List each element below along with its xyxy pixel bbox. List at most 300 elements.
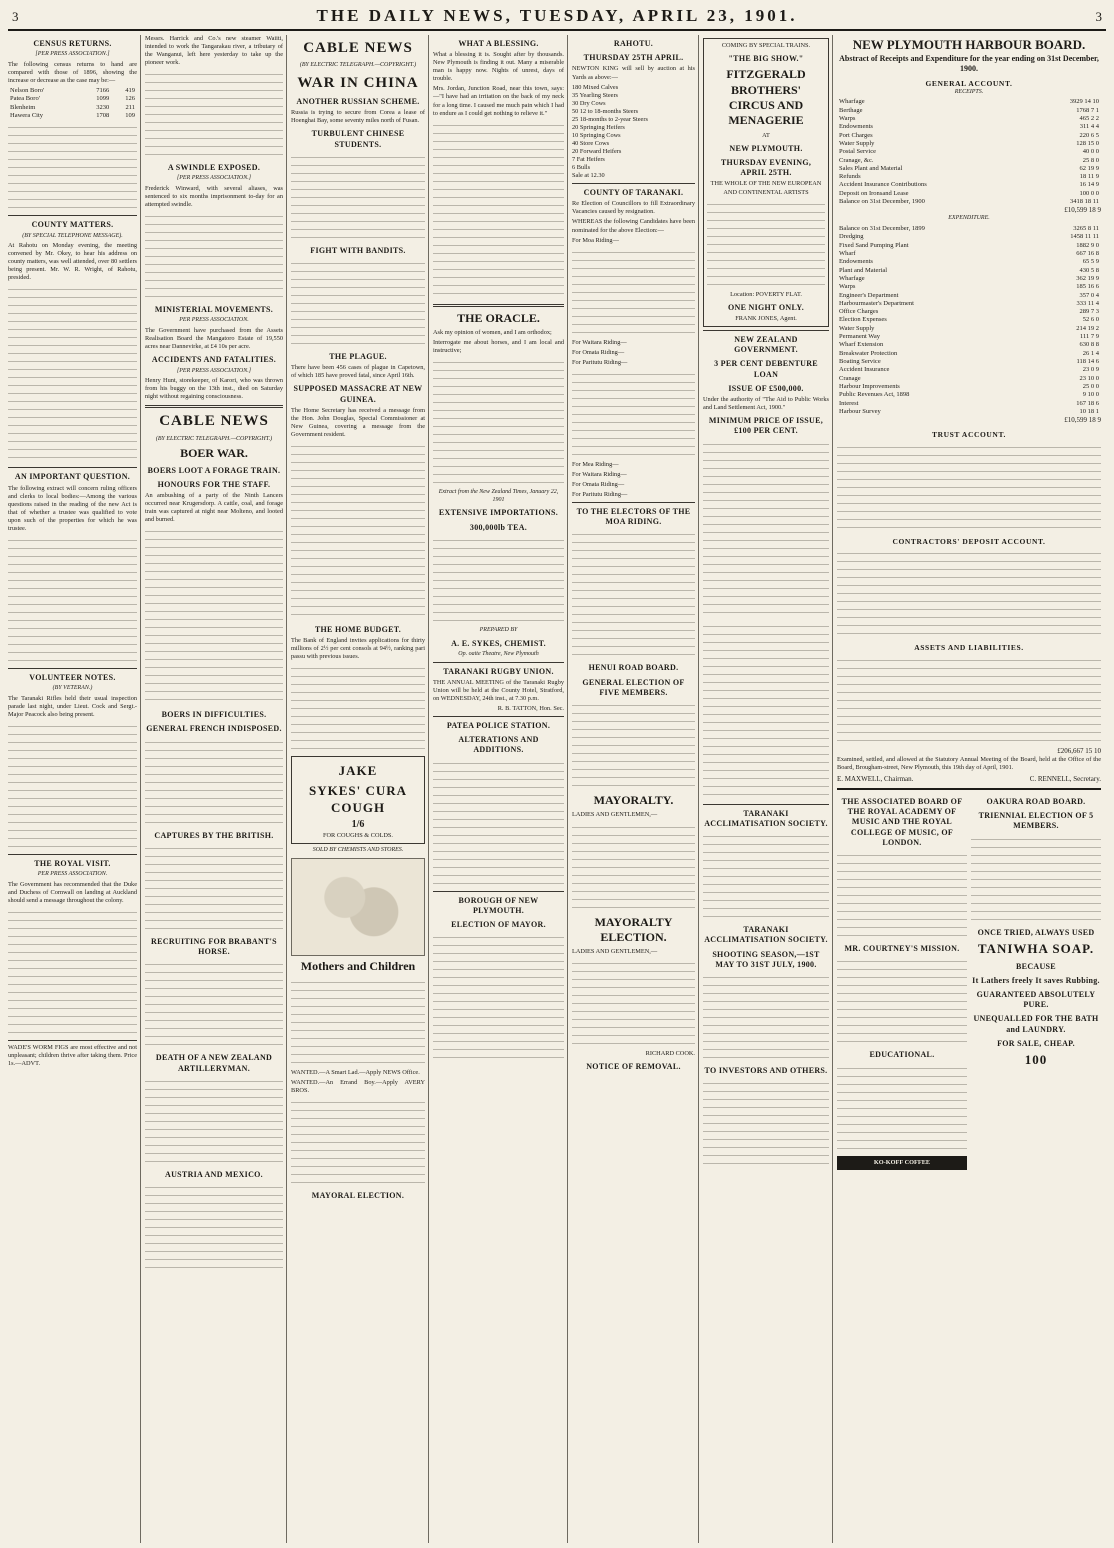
massacre-text: The Home Secretary has received a message from the Hon. John Douglas, Special Commissioner at New Guinea, covering a message from the Government resident. xyxy=(291,406,425,439)
jake-label: JAKE xyxy=(338,763,378,779)
lower-left xyxy=(837,793,967,1173)
riding-item: For Waitara Riding— xyxy=(572,338,627,346)
column-2 xyxy=(145,35,287,1543)
budget-head: THE HOME BUDGET. xyxy=(314,625,402,635)
table-cell-value: 289 7 3 xyxy=(1079,308,1099,316)
oracle-head: THE ORACLE. xyxy=(457,310,540,325)
table-cell-item: Refunds xyxy=(839,173,861,181)
extract-head: Extract from the New Zealand Times, January 22, 1901 xyxy=(438,489,559,503)
column-7 xyxy=(837,35,1104,1543)
table-cell-value: 430 5 8 xyxy=(1079,266,1099,274)
table-cell-item: Permanent Way xyxy=(839,333,881,341)
list-item: 180 Mixed Calves xyxy=(572,83,619,91)
table-row xyxy=(837,173,1101,181)
election-head: ELECTION OF MAYOR. xyxy=(451,920,546,930)
war-sub: ANOTHER RUSSIAN SCHEME. xyxy=(296,97,420,107)
coming: COMING BY SPECIAL TRAINS. xyxy=(721,42,811,49)
table-row xyxy=(837,375,1101,383)
bandits-head: FIGHT WITH BANDITS. xyxy=(310,245,406,255)
oracle-q1: Ask my opinion of women, and I am orthodox; xyxy=(433,328,552,336)
table-row xyxy=(837,190,1101,198)
sykes-advert xyxy=(291,756,425,844)
article-body xyxy=(433,357,564,487)
table-row xyxy=(837,98,1101,106)
royal-intro: The Government has recommended that the Duke and Duchess of Cornwall on landing at Auckland should send a message throughout the colony. xyxy=(8,880,137,904)
table-row xyxy=(837,333,1101,341)
boer-sub1: BOERS LOOT A FORAGE TRAIN. xyxy=(147,465,281,475)
table-cell-value: 362 19 9 xyxy=(1076,274,1099,282)
newton-text: NEWTON KING will sell by auction at his Yards as above:— xyxy=(572,65,695,81)
article-body xyxy=(703,972,829,1062)
budget-text: The Bank of England invites applications for thirty millions of 2½ per cent consols at 94½, ranking pari passu with previous issues. xyxy=(291,637,425,661)
riding-item: For Omata Riding— xyxy=(572,348,625,356)
austria-head: AUSTRIA AND MEXICO. xyxy=(165,1169,263,1179)
table-cell-item: Plant and Material xyxy=(839,266,888,274)
boers-difficulties: BOERS IN DIFFICULTIES. xyxy=(161,710,267,720)
list-item: 35 Yearling Steers xyxy=(572,91,618,99)
table-cell-item: Warps xyxy=(839,283,856,291)
table-cell-value: 667 16 8 xyxy=(1076,249,1099,257)
table-row xyxy=(837,316,1101,324)
article-body xyxy=(572,369,695,459)
oracle-q2: Interrogate me about horses, and I am local and instructive; xyxy=(433,339,564,355)
county-taranaki-head: COUNTY OF TARANAKI. xyxy=(583,188,684,198)
riding-item: For Paritutu Riding— xyxy=(572,358,628,366)
list-item: 50 12 to 18-months Steers xyxy=(572,107,639,115)
educational-head: EDUCATIONAL. xyxy=(869,1050,935,1060)
table-cell-item: Postal Service xyxy=(839,148,877,156)
table-cell-value: 311 4 4 xyxy=(1079,123,1099,131)
article-body xyxy=(145,69,283,159)
table-row xyxy=(837,292,1101,300)
article-body xyxy=(703,439,829,619)
table-row xyxy=(837,350,1101,358)
list-item: 20 Springing Heifers xyxy=(572,123,625,131)
article-body xyxy=(145,211,283,301)
table-row xyxy=(837,181,1101,189)
table-row xyxy=(837,132,1101,140)
harbour-title: NEW PLYMOUTH HARBOUR BOARD. xyxy=(852,37,1086,52)
table-row xyxy=(837,400,1101,408)
article-body xyxy=(8,907,137,1037)
ladies-2: LADIES AND GENTLEMEN,— xyxy=(572,948,658,956)
article-body xyxy=(433,758,564,888)
boer-sub2: HONOURS FOR THE STAFF. xyxy=(157,479,271,489)
article-body xyxy=(971,834,1101,924)
rugby-signature: R. B. TATTON, Hon. Sec. xyxy=(497,704,564,712)
census-intro: The following census returns to hand are compared with those of 1896, showing the increase or decrease as the case may be:— xyxy=(8,60,137,84)
column-5 xyxy=(572,35,699,1543)
swindle-source: [PER PRESS ASSOCIATION.] xyxy=(176,175,252,182)
table-cell-item: Office Charges xyxy=(839,308,879,316)
table-row xyxy=(837,250,1101,258)
wades-ad: WADE'S WORM FIGS are most effective and not unpleasant; children thrive after taking them. Price 1s.—ADVT. xyxy=(8,1044,137,1068)
big-show: "THE BIG SHOW." xyxy=(728,54,804,64)
table-cell-value: 25 0 0 xyxy=(1082,382,1099,390)
article-body xyxy=(837,442,1101,532)
table-row xyxy=(837,300,1101,308)
sale-time: Sale at 12.30 xyxy=(572,172,605,180)
kokoff-coffee: KO-KOFF COFFEE xyxy=(837,1156,967,1170)
lower-ads xyxy=(837,788,1101,1173)
table-row xyxy=(837,358,1101,366)
because: BECAUSE xyxy=(1016,961,1056,971)
table-cell-item: Water Supply xyxy=(839,139,875,147)
table-cell-value: 214 19 2 xyxy=(1076,324,1099,332)
prepared: PREPARED BY xyxy=(479,626,518,633)
article-body xyxy=(433,535,564,625)
table-row xyxy=(837,366,1101,374)
royal-head: THE ROYAL VISIT. xyxy=(34,859,111,868)
table-row: Nelson Boro' 7166 419 xyxy=(10,87,135,95)
circus-advert xyxy=(703,38,829,327)
table-row xyxy=(837,283,1101,291)
table-cell-value: 25 8 0 xyxy=(1082,156,1099,164)
table-row xyxy=(837,391,1101,399)
blessing-text-2: Mrs. Jordan, Junction Road, near this town, says:—"I have had an irritation on the back of my neck for a long time. I caused me much pain which I had to endure as I could get nothing to relieve it." xyxy=(433,85,564,117)
shooting: SHOOTING SEASON,—1ST MAY TO 31ST JULY, 1900. xyxy=(712,949,820,969)
article-body xyxy=(837,655,1101,745)
article-body xyxy=(433,120,564,300)
table-cell-value: 128 15 0 xyxy=(1076,139,1099,147)
article-body xyxy=(8,535,137,665)
whole: THE WHOLE OF THE NEW EUROPEAN AND CONTINENTAL ARTISTS xyxy=(710,180,822,196)
cable-source-2: (BY ELECTRIC TELEGRAPH.—COPYRIGHT.) xyxy=(299,62,417,69)
article-body xyxy=(8,721,137,851)
table-cell-value: 1768 7 1 xyxy=(1076,106,1099,114)
table-cell-item: Deposit on Ironsand Lease xyxy=(839,189,909,197)
article-body xyxy=(837,850,967,940)
column-3 xyxy=(291,35,429,1543)
unequalled: UNEQUALLED FOR THE BATH and LAUNDRY. xyxy=(973,1014,1099,1034)
richard-cook: RICHARD COOK. xyxy=(645,1050,695,1058)
patea-head: PATEA POLICE STATION. xyxy=(446,720,551,730)
plague-text: There have been 456 cases of plague in Capetown, of which 185 have proved fatal, since April 16th. xyxy=(291,364,425,380)
extensive-head: EXTENSIVE IMPORTATIONS. xyxy=(438,508,559,518)
table-cell-value: 18 11 9 xyxy=(1079,173,1099,181)
list-item: 6 Bulls xyxy=(572,164,591,172)
borough-head: BOROUGH OF NEW PLYMOUTH. xyxy=(458,895,539,915)
article-body xyxy=(703,831,829,921)
thursday-head: THURSDAY 25TH APRIL. xyxy=(583,53,684,63)
table-row xyxy=(837,267,1101,275)
column-1 xyxy=(8,35,141,1543)
table-cell-value: 40 0 0 xyxy=(1082,148,1099,156)
general-french: GENERAL FRENCH INDISPOSED. xyxy=(146,724,282,734)
debenture-head: 3 PER CENT DEBENTURE LOAN xyxy=(714,359,818,379)
table-row xyxy=(837,165,1101,173)
assets-total: £206,667 15 10 xyxy=(1057,746,1101,755)
table-cell-item: Election Expenses xyxy=(839,316,887,324)
riding-item: For Paritutu Riding— xyxy=(572,490,628,498)
sykes-brand: SYKES' CURA COUGH xyxy=(308,783,408,815)
fitzgerald: FITZGERALD BROTHERS' CIRCUS AND MENAGERIE xyxy=(726,67,806,128)
issue-head: ISSUE OF £500,000. xyxy=(728,383,804,393)
war-text: Russia is trying to secure from Corea a lease of Hoenghai Bay, some seventy miles north of Fusan. xyxy=(291,109,425,125)
wanted-ad-1: WANTED.—A Smart Lad.—Apply NEWS Office. xyxy=(291,1069,420,1077)
courtney-head: MR. COURTNEY'S MISSION. xyxy=(844,944,960,954)
table-cell-value: 3929 14 10 xyxy=(1069,98,1099,106)
table-cell-value: 185 16 6 xyxy=(1076,283,1099,291)
table-cell-value: 630 8 8 xyxy=(1079,341,1099,349)
swindle-text: Frederick Winward, with several aliases, was sentenced to six months imprisonment to-day for an attempted swindle. xyxy=(145,185,283,209)
mayoral-head: MAYORAL ELECTION. xyxy=(311,1191,405,1201)
oakura-head: OAKURA ROAD BOARD. xyxy=(986,796,1086,806)
riding-item: For Moa Riding— xyxy=(572,236,619,244)
article-body xyxy=(145,526,283,706)
article-body xyxy=(8,122,137,212)
table-cell-item: Cranage, &c. xyxy=(839,156,874,164)
acclim-head: TARANAKI ACCLIMATISATION SOCIETY. xyxy=(704,808,828,828)
table-row: Patea Boro' 1099 126 xyxy=(10,95,135,103)
table-row xyxy=(837,242,1101,250)
lathers: It Lathers freely It saves Rubbing. xyxy=(972,975,1100,985)
ministerial-text: The Government have purchased from the Assets Realisation Board the Mangatoro Estate of 19,550 acres near Dannevirke, at £4 10s per acre. xyxy=(145,327,283,351)
table-cell-item: Wharfage xyxy=(839,98,865,106)
henui-head: HENUI ROAD BOARD. xyxy=(588,663,679,673)
table-cell-value: 3418 18 11 xyxy=(1069,198,1099,206)
tea-amount: 300,000lb TEA. xyxy=(469,522,528,532)
columns xyxy=(8,35,1106,1543)
stock-list xyxy=(572,84,695,173)
article-body xyxy=(703,1078,829,1168)
county-intro: At Rahotu on Monday evening, the meeting convened by Mr. Okey, to hear his address on county matters, was well attended, over 80 settlers being present. Mr. W. R. Wright, of Rahotu, presided. xyxy=(8,242,137,282)
table-cell-value: 1882 9 0 xyxy=(1076,241,1099,249)
boer-war-head: BOER WAR. xyxy=(180,446,248,461)
table-cell-item: Balance on 31st December, 1900 xyxy=(839,198,925,206)
table-row xyxy=(837,308,1101,316)
page-number: 3 xyxy=(12,9,19,24)
table-cell-item: Harbour Improvements xyxy=(839,382,900,390)
column-6 xyxy=(703,35,833,1543)
table-cell-value: 52 6 0 xyxy=(1082,316,1099,324)
article-body xyxy=(572,822,695,912)
table-cell-item: Sales Plant and Material xyxy=(839,164,903,172)
article-body xyxy=(703,621,829,801)
column-4 xyxy=(433,35,568,1543)
volunteer-head: VOLUNTEER NOTES. xyxy=(29,672,116,682)
at: AT xyxy=(762,131,770,139)
table-cell-value: 23 0 9 xyxy=(1082,366,1099,374)
table-row: Blenheim 3230 211 xyxy=(10,103,135,111)
examined-text: Examined, settled, and allowed at the Statutory Annual Meeting of the Board, held at the Office of the Board, Brougham-street, New Plymouth, this 19th day of April, 1901. xyxy=(837,755,1101,771)
acclim-head-2: TARANAKI ACCLIMATISATION SOCIETY. xyxy=(704,925,828,945)
article-body xyxy=(572,958,695,1048)
table-cell-value: 10 18 1 xyxy=(1079,407,1099,415)
ministerial-head: MINISTERIAL MOVEMENTS. xyxy=(154,305,274,315)
table-cell-item: Water Supply xyxy=(839,324,875,332)
night: ONE NIGHT ONLY. xyxy=(727,302,804,312)
minimum: MINIMUM PRICE OF ISSUE, £100 PER CENT. xyxy=(708,416,824,436)
oakura-sub: TRIENNIAL ELECTION OF 5 MEMBERS. xyxy=(978,811,1094,831)
census-source: [PER PRESS ASSOCIATION.] xyxy=(35,51,110,58)
taniwha-soap: TANIWHA SOAP. xyxy=(977,940,1095,956)
table-cell-value: 100 0 0 xyxy=(1079,189,1099,197)
rennell: C. RENNELL, Secretary. xyxy=(1029,775,1101,784)
accidents-source: [PER PRESS ASSOCIATION.] xyxy=(176,367,252,374)
guaranteed: GUARANTEED ABSOLUTELY PURE. xyxy=(976,990,1096,1010)
article-body xyxy=(707,199,825,289)
table-cell-item: Balance on 31st December, 1899 xyxy=(839,225,925,233)
table-row xyxy=(837,233,1101,241)
article-body xyxy=(291,441,425,621)
cable-news-head: CABLE NEWS xyxy=(159,413,269,430)
table-row xyxy=(837,198,1101,206)
table-cell-item: Harbour Survey xyxy=(839,407,881,415)
plague-head: THE PLAGUE. xyxy=(329,352,387,362)
lower-right xyxy=(971,793,1101,1173)
maxwell: E. MAXWELL, Chairman. xyxy=(837,775,914,784)
table-row xyxy=(837,383,1101,391)
tried: ONCE TRIED, ALWAYS USED xyxy=(977,927,1095,937)
table-cell-item: Warps xyxy=(839,114,856,122)
volunteer-intro: The Taranaki Rifles held their usual inspection parade last night, under Lieut. Cock and Sergt.-Major Peacock also being present. xyxy=(8,694,137,718)
general-account: GENERAL ACCOUNT. xyxy=(925,79,1013,89)
blessing-text: What a blessing it is. Sought after by thousands. New Plymouth is finding it out. Many a miserable man is happy now. Nights of unrest, days of trouble. xyxy=(433,51,564,83)
article-body xyxy=(145,959,283,1049)
county-head: COUNTY MATTERS. xyxy=(31,220,114,230)
table-cell-item: Accident Insurance Contributions xyxy=(839,181,927,189)
article-body xyxy=(837,1063,967,1153)
article-body xyxy=(291,152,425,242)
whereas-text: WHEREAS the following Candidates have been nominated for the above Election:— xyxy=(572,218,695,234)
table-row xyxy=(837,123,1101,131)
volunteer-source: (BY VETERAN.) xyxy=(52,685,93,692)
masthead xyxy=(8,6,1106,31)
riding-item: For Omata Riding— xyxy=(572,480,625,488)
sold-text: SOLD BY CHEMISTS AND STORES. xyxy=(312,847,404,854)
list-item: 7 Fat Heifers xyxy=(572,155,605,163)
receipts-table xyxy=(837,98,1101,206)
page-number-right: 3 xyxy=(1095,9,1102,24)
table-row xyxy=(837,325,1101,333)
electors-head: TO THE ELECTORS OF THE MOA RIDING. xyxy=(576,506,691,527)
article-body xyxy=(145,1182,283,1272)
mayoralty-head: MAYORALTY. xyxy=(593,793,674,808)
table-cell-value: 118 14 6 xyxy=(1076,358,1099,366)
location: Location: POVERTY FLAT. xyxy=(730,290,802,298)
death-head: DEATH OF A NEW ZEALAND ARTILLERYMAN. xyxy=(155,1053,273,1073)
expenditure-table xyxy=(837,225,1101,416)
nzg-head: NEW ZEALAND GOVERNMENT. xyxy=(734,334,798,355)
list-item: 30 Dry Cows xyxy=(572,99,606,107)
table-row xyxy=(837,157,1101,165)
table-row xyxy=(837,107,1101,115)
trust-account: TRUST ACCOUNT. xyxy=(932,430,1006,440)
census-head: CENSUS RETURNS. xyxy=(33,39,112,48)
table-cell-value: 167 18 6 xyxy=(1076,399,1099,407)
expenditure-total: £10,599 18 9 xyxy=(1064,416,1101,425)
table-cell-value: 220 6 5 xyxy=(1079,131,1099,139)
table-cell-item: Public Revenues Act, 1898 xyxy=(839,391,910,399)
for-sale: FOR SALE, CHEAP. xyxy=(997,1038,1075,1048)
riding-item: For Mea Riding— xyxy=(572,460,619,468)
table-cell-item: Wharf xyxy=(839,249,856,257)
alterations-head: ALTERATIONS AND ADDITIONS. xyxy=(458,735,539,755)
table-row xyxy=(837,115,1101,123)
hundred: 100 xyxy=(1024,1052,1048,1068)
article-body xyxy=(572,529,695,659)
table-cell-value: 9 10 0 xyxy=(1082,391,1099,399)
list-item: 40 Store Cows xyxy=(572,139,610,147)
table-cell-item: Accident Insurance xyxy=(839,366,890,374)
thursday-evening: THURSDAY EVENING, APRIL 25TH. xyxy=(720,158,812,178)
boer-text: An ambushing of a party of the Ninth Lancers occurred near Krugersdorp. A cattle, coal, and forage train was captured at night near Molteno, and looted and burned. xyxy=(145,492,283,524)
cable-source: (BY ELECTRIC TELEGRAPH.—COPYRIGHT.) xyxy=(155,435,273,442)
contractors-account: CONTRACTORS' DEPOSIT ACCOUNT. xyxy=(892,536,1046,546)
accidents-text: Henry Hunt, storekeeper, of Karori, who was thrown from his buggy on the 13th inst., died on Saturday night without regaining consciousness. xyxy=(145,377,283,401)
table-cell-item: Berthage xyxy=(839,106,863,114)
ministerial-source: PER PRESS ASSOCIATION. xyxy=(179,317,249,324)
swindle-head: A SWINDLE EXPOSED. xyxy=(167,163,261,173)
np: NEW PLYMOUTH. xyxy=(729,143,803,153)
royal-source: PER PRESS ASSOCIATION. xyxy=(37,871,108,878)
table-cell-item: Wharfage xyxy=(839,274,865,282)
county-sub: Re Election of Councillors to fill Extraordinary Vacancies caused by resignation. xyxy=(572,200,695,216)
table-cell-value: 111 7 9 xyxy=(1079,333,1099,341)
table-row xyxy=(837,275,1101,283)
table-row xyxy=(837,258,1101,266)
receipts-label: RECEIPTS. xyxy=(954,88,984,95)
table-row xyxy=(837,225,1101,233)
table-cell-value: 23 10 0 xyxy=(1079,374,1099,382)
table-cell-item: Cranage xyxy=(839,374,861,382)
students-head: TURBULENT CHINESE STUDENTS. xyxy=(311,129,405,149)
table-cell-item: Engineer's Department xyxy=(839,291,899,299)
article-body xyxy=(291,258,425,348)
accidents-head: ACCIDENTS AND FATALITIES. xyxy=(151,355,277,365)
war-in-china-head: WAR IN CHINA xyxy=(297,74,419,91)
article-body xyxy=(291,977,425,1067)
expenditure-label: EXPENDITURE. xyxy=(948,215,990,222)
syke-name: A. E. SYKES, CHEMIST. xyxy=(451,638,546,648)
table-cell-item: Fixed Sand Pumping Plant xyxy=(839,241,909,249)
table-cell-item: Endowments xyxy=(839,258,873,266)
article-body xyxy=(145,1076,283,1166)
table-cell-value: 26 1 4 xyxy=(1082,349,1099,357)
list-item: 25 18-months to 2-year Steers xyxy=(572,115,648,123)
article-body xyxy=(291,1097,425,1187)
under-text: Under the authority of "The Aid to Public Works and Land Settlement Act, 1900." xyxy=(703,396,829,412)
table-cell-item: Endowments xyxy=(839,123,873,131)
article-body xyxy=(572,247,695,337)
massacre-head: SUPPOSED MASSACRE AT NEW GUINEA. xyxy=(293,384,423,404)
notice-head: NOTICE OF REMOVAL. xyxy=(586,1062,681,1072)
receipts-total: £10,599 18 9 xyxy=(1064,206,1101,215)
wanted-ad-2: WANTED.—An Errand Boy.—Apply AVERY BROS. xyxy=(291,1079,425,1095)
table-row xyxy=(837,341,1101,349)
wanganui-text: Messrs. Harrick and Co.'s new steamer Waiiti, intended to work the Tangarakau river, a tributary of the Wanganui, left here yesterday to take up the pioneer work. xyxy=(145,35,283,67)
article-body xyxy=(837,956,967,1046)
article-body xyxy=(433,932,564,1062)
article-body xyxy=(145,737,283,827)
table-cell-item: Harbourmaster's Department xyxy=(839,299,914,307)
captures-head: CAPTURES BY THE BRITISH. xyxy=(154,830,274,840)
table-row: Hawera City 1708 109 xyxy=(10,111,135,119)
mayoralty-election-head: MAYORALTY ELECTION. xyxy=(594,914,673,944)
question-intro: The following extract will concern ruling officers and clerks to local bodies:—Among the various questions raised in the reading of the new Act is that of whether a trustee was qualified to vote upon such of the properties for which he was trustee. xyxy=(8,484,137,532)
table-cell-value: 65 5 9 xyxy=(1082,258,1099,266)
sykes-for: FOR COUGHS & COLDS. xyxy=(323,832,393,840)
table-cell-value: 357 0 4 xyxy=(1079,291,1099,299)
question-head: AN IMPORTANT QUESTION. xyxy=(14,472,131,482)
rugby-head: TARANAKI RUGBY UNION. xyxy=(443,666,554,676)
table-cell-value: 3265 8 11 xyxy=(1073,225,1099,233)
table-cell-item: Port Charges xyxy=(839,131,873,139)
article-body xyxy=(837,548,1101,638)
table-cell-item: Wharf Extension xyxy=(839,341,884,349)
table-cell-value: 333 11 4 xyxy=(1076,299,1099,307)
